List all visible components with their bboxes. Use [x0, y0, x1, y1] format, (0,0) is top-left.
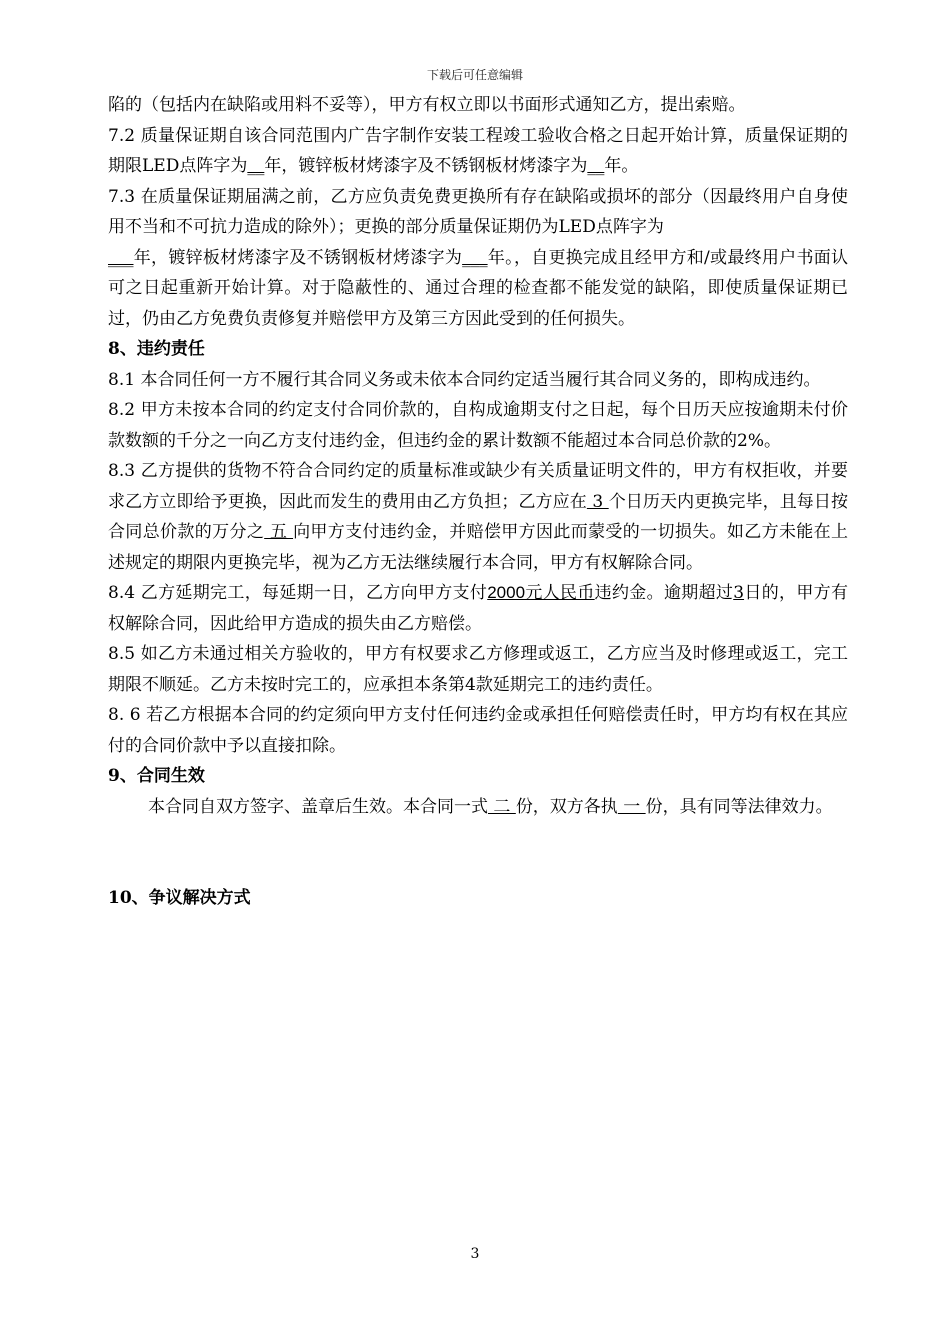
- clause-7-3: 7.3 在质量保证期届满之前，乙方应负责免费更换所有存在缺陷或损坏的部分（因最终用户自身使用不当和不可抗力造成的除外）；更换的部分质量保证期仍为LED点阵字为 ___年，镀锌板材烤漆字及不锈钢板材烤漆字为___年。，自更换完成且经甲方和/或最终用户书面认可之日起重新开始计算。对于隐蔽性的、通过合理的检查都不能发觉的缺陷，即使质量保证期已过，仍由乙方免费负责修复并赔偿甲方及第三方因此受到的任何损失。: [108, 186, 848, 329]
- replacement-days: 3: [586, 491, 609, 512]
- clause-8-4: 8.4 乙方延期完工，每延期一日，乙方向甲方支付2000元人民币违约金。逾期超过3日的，甲方有权解除合同，因此给甲方造成的损失由乙方赔偿。: [108, 583, 848, 634]
- clause-8-5: 8.5 如乙方未通过相关方验收的，甲方有权要求乙方修理或返工，乙方应当及时修理或返工，完工期限不顺延。乙方未按时完工的，应承担本条第4款延期完工的违约责任。: [108, 644, 848, 695]
- blank-replaced-led-years: ___: [108, 247, 134, 268]
- section-heading-10: 10、争议解决方式: [108, 888, 251, 908]
- clause-8-2: 8.2 甲方未按本合同的约定支付合同价款的，自构成逾期支付之日起，每个日历天应按逾期未付价款数额的千分之一向乙方支付违约金，但违约金的累计数额不能超过本合同总价款的2%。: [108, 400, 848, 451]
- clause-8-6: 8. 6 若乙方根据本合同的约定须向甲方支付任何违约金或承担任何赔偿责任时，甲方均有权在其应付的合同价款中予以直接扣除。: [108, 705, 848, 756]
- clause-8-3: 8.3 乙方提供的货物不符合合同约定的质量标准或缺少有关质量证明文件的，甲方有权拒收，并要求乙方立即给予更换，因此而发生的费用由乙方负担；乙方应在 3 个日历天内更换完毕，且每日按合同总价款的万分之 五 向甲方支付违约金，并赔偿甲方因此而蒙受的一切损失。如乙方未能在上述规定的期限内更换完毕，视为乙方无法继续履行本合同，甲方有权解除合同。: [108, 461, 849, 573]
- section-heading-9: 9、合同生效: [108, 766, 205, 786]
- copies-count: 二: [488, 796, 516, 817]
- penalty-ratio: 五: [264, 522, 294, 542]
- section-heading-8: 8、违约责任: [108, 339, 205, 359]
- paragraph-defect-claim: 陷的（包括内在缺陷或用料不妥等），甲方有权立即以书面形式通知乙方，提出索赔。: [108, 95, 746, 115]
- penalty-amount: 2000元人民币: [487, 583, 595, 602]
- clause-7-2: 7.2 质量保证期自该合同范围内广告字制作安装工程竣工验收合格之日起开始计算，质量保证期的期限LED点阵字为__年，镀锌板材烤漆字及不锈钢板材烤漆字为__年。: [108, 125, 848, 176]
- spacer: [108, 822, 848, 883]
- copies-each: 一: [617, 796, 646, 817]
- clause-8-1: 8.1 本合同任何一方不履行其合同义务或未依本合同约定适当履行其合同义务的，即构成违约。: [108, 369, 821, 390]
- page-number: 3: [470, 1246, 480, 1262]
- blank-led-years: __: [247, 156, 265, 176]
- blank-paint-years: __: [587, 156, 605, 176]
- overdue-days: 3: [733, 583, 745, 603]
- clause-9-body: 本合同自双方签字、盖章后生效。本合同一式 二 份，双方各执 一 份，具有同等法律效力。: [148, 796, 833, 817]
- blank-replaced-paint-years: ___: [462, 247, 488, 268]
- document-body: [108, 90, 848, 914]
- page-header: 下载后可任意编辑: [426, 68, 523, 82]
